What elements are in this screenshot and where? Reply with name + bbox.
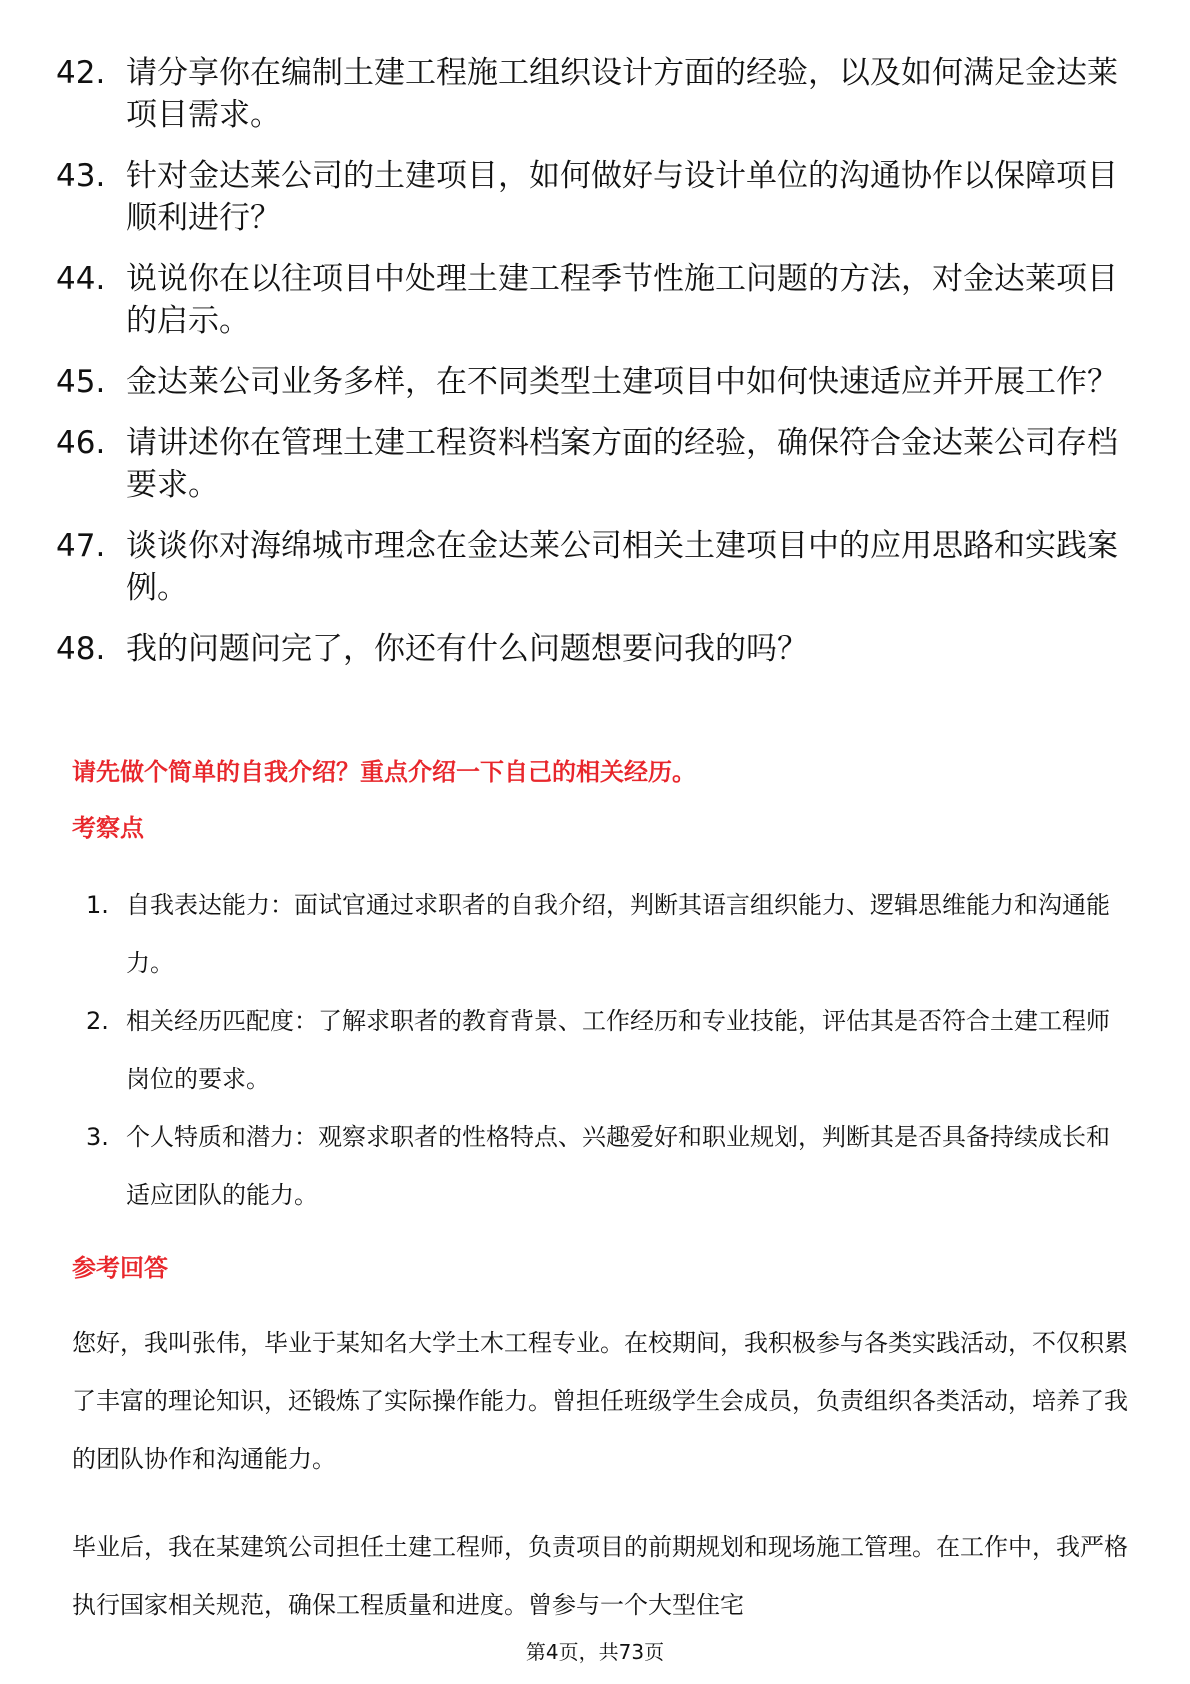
question-number: 45. (56, 364, 106, 400)
key-point-item (86, 992, 1126, 1108)
key-point-number: 2. (86, 1007, 109, 1035)
question-text: 谈谈你对海绵城市理念在金达莱公司相关土建项目中的应用思路和实践案例。 (126, 528, 1118, 606)
key-point-item (86, 1108, 1126, 1224)
question-item (56, 258, 1136, 342)
question-text: 请讲述你在管理土建工程资料档案方面的经验，确保符合金达莱公司存档要求。 (126, 425, 1118, 503)
page-number-footer: 第4页，共73页 (525, 1640, 665, 1664)
question-text: 说说你在以往项目中处理土建工程季节性施工问题的方法，对金达莱项目的启示。 (126, 261, 1118, 339)
question-text: 我的问题问完了，你还有什么问题想要问我的吗？ (126, 631, 808, 667)
reference-answer-heading: 参考回答 (72, 1254, 168, 1282)
key-points-list (86, 876, 1126, 1224)
question-text: 请分享你在编制土建工程施工组织设计方面的经验，以及如何满足金达莱项目需求。 (126, 55, 1118, 133)
question-item (56, 361, 1136, 403)
answer-paragraph: 毕业后，我在某建筑公司担任土建工程师，负责项目的前期规划和现场施工管理。在工作中，我严格执行国家相关规范，确保工程质量和进度。曾参与一个大型住宅 (72, 1533, 1128, 1619)
question-item (56, 525, 1136, 609)
key-point-text: 个人特质和潜力：观察求职者的性格特点、兴趣爱好和职业规划，判断其是否具备持续成长和适应团队的能力。 (126, 1123, 1110, 1209)
key-points-heading: 考察点 (72, 814, 144, 842)
question-item (56, 628, 1136, 670)
question-number: 42. (56, 55, 106, 91)
key-point-text: 相关经历匹配度：了解求职者的教育背景、工作经历和专业技能，评估其是否符合土建工程师岗位的要求。 (126, 1007, 1110, 1093)
key-point-text: 自我表达能力：面试官通过求职者的自我介绍，判断其语言组织能力、逻辑思维能力和沟通能力。 (126, 891, 1110, 977)
intro-question-heading: 请先做个简单的自我介绍？重点介绍一下自己的相关经历。 (72, 758, 696, 786)
question-text: 金达莱公司业务多样，在不同类型土建项目中如何快速适应并开展工作？ (126, 364, 1118, 400)
question-item (56, 155, 1136, 239)
key-point-number: 3. (86, 1123, 109, 1151)
question-list (56, 52, 1136, 689)
question-number: 48. (56, 631, 106, 667)
key-point-number: 1. (86, 891, 109, 919)
question-number: 47. (56, 528, 106, 564)
question-item (56, 422, 1136, 506)
question-number: 46. (56, 425, 106, 461)
question-number: 44. (56, 261, 106, 297)
question-number: 43. (56, 158, 106, 194)
question-item (56, 52, 1136, 136)
key-point-item (86, 876, 1126, 992)
question-text: 针对金达莱公司的土建项目，如何做好与设计单位的沟通协作以保障项目顺利进行？ (126, 158, 1118, 236)
answer-paragraph: 您好，我叫张伟，毕业于某知名大学土木工程专业。在校期间，我积极参与各类实践活动，不仅积累了丰富的理论知识，还锻炼了实际操作能力。曾担任班级学生会成员，负责组织各类活动，培养了我的团队协作和沟通能力。 (72, 1329, 1128, 1473)
